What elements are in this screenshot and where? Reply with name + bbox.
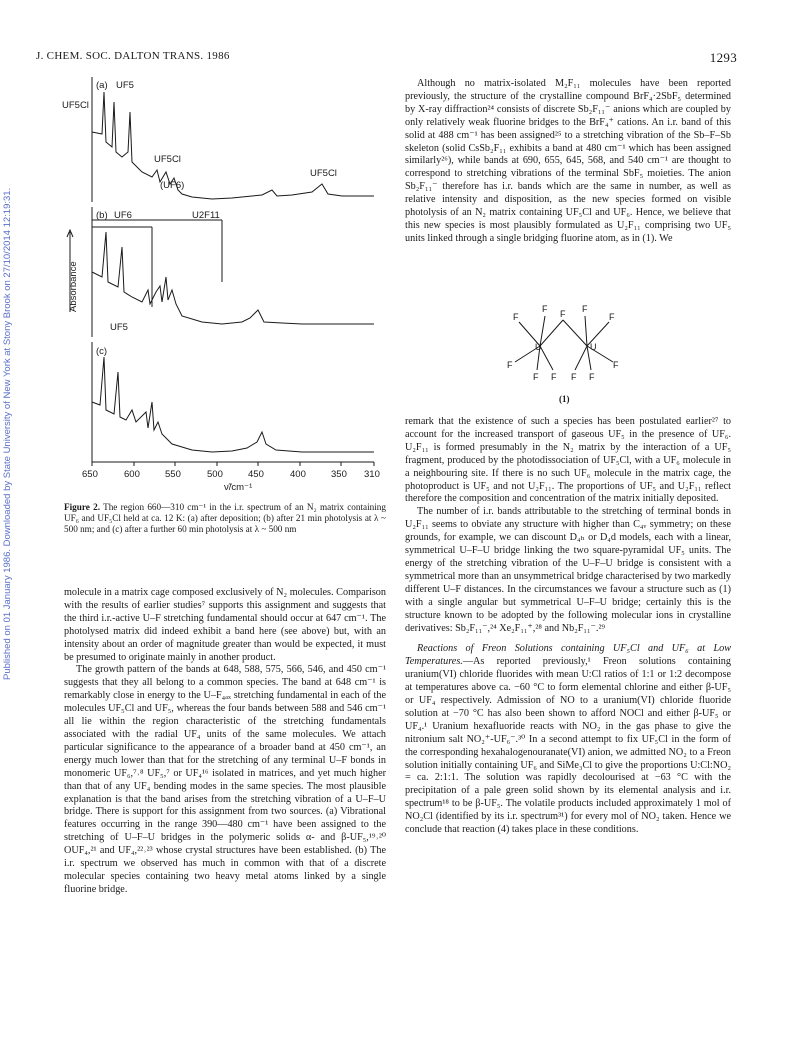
panel-label-b: (b) <box>96 210 108 221</box>
figure-caption <box>64 502 386 536</box>
atom-f: F <box>533 372 539 382</box>
annot-a-uf5: UF5 <box>116 80 134 91</box>
paragraph: remark that the existence of such a species has been postulated earlier²⁷ to account for the increased transport of gaseous UF₅ in the presence of UF₆. U₂F₁₁ is formed presumably in the N₂ matrix by the interaction of a UF₅ fragment, produced by the photodissociation of UF₅Cl, with a UF₆ molecule in a neighbouring site. If there is no such UF₆ molecule in the matrix cage, the photoproduct is UF₅ and not U₂F₁₁. The proportions of UF₅ and U₂F₁₁ reflect therefore the composition and concentration of the matrix initially deposited. <box>405 416 731 505</box>
annot-b-uf5: UF5 <box>110 322 128 333</box>
section-heading: Reactions of Freon Solutions containing UF₅Cl and UF₆ at Low Temperatures. <box>405 643 731 668</box>
right-column-bottom <box>405 416 731 837</box>
y-axis-label: Absorbance <box>68 261 79 312</box>
annot-b-u2f11: U2F11 <box>192 210 220 221</box>
paragraph: Although no matrix-isolated M₂F₁₁ molecules have been reported previously, the structure of the crystalline compound BrF₄·2SbF₅ determined by X-ray diffraction²⁴ consists of discrete Sb₂F₁₁⁻ anions which are coupled by only relatively weak fluorine bridges to the BrF₄⁺ cations. An i.r. band of this solid at 488 cm⁻¹ has been assigned²⁵ to a stretching vibration of the Sb–F–Sb skeleton (solid CsSb₂F₁₁ exhibits a band at 480 cm⁻¹ which has been assigned similarly²⁶), while bands at 690, 655, 645, 568, and 540 cm⁻¹ are thought to correspond to stretching vibrations of the terminal SbF₅ moieties. The anion Sb₂F₁₁⁻ therefore has i.r. bands which are the same in number, as well as relative intensity and disposition, as the new species formed on visible photolysis of an N₂ matrix containing UF₅Cl and UF₆. Hence, we believe that this new species is most plausibly formulated as U₂F₁₁ comprising two UF₅ units linked through a single bridging fluorine atom, as in (1). We <box>405 78 731 244</box>
journal-header: J. CHEM. SOC. DALTON TRANS. 1986 <box>36 50 230 62</box>
spectrum-c <box>92 357 374 452</box>
caption-text: The region 660—310 cm⁻¹ in the i.r. spectrum of an N₂ matrix containing UF₆ and UF₅Cl held at ca. 12 K: (a) after deposition; (b) after 21 min photolysis at λ ~ 500 nm; and (c) after a further 60 min photolysis at λ ~ 500 nm <box>64 502 386 535</box>
structure-label: (1) <box>559 394 570 404</box>
atom-f: F <box>507 360 513 370</box>
x-tick-650: 650 <box>82 469 98 480</box>
caption-label: Figure 2. <box>64 502 100 512</box>
x-tick-350: 350 <box>331 469 347 480</box>
atom-f: F <box>513 312 519 322</box>
spectrum-a <box>92 92 374 199</box>
x-tick-600: 600 <box>124 469 140 480</box>
x-tick-550: 550 <box>165 469 181 480</box>
x-tick-450: 450 <box>248 469 264 480</box>
annot-a-uf6: (UF6) <box>160 180 185 191</box>
x-axis-label: ν̃/cm⁻¹ <box>224 482 253 492</box>
atom-f: F <box>613 360 619 370</box>
section-text: —As reported previously,¹ Freon solutions containing uranium(VI) chloride fluorides with mean U:Cl ratios of 1:1 or 1:2 decompose at temperatures above ca. −60 °C to form elemental chlorine and either β-UF₅ or UF₄ respectively. Admission of NO to a uranium(VI) chloride fluoride solution at −70 °C has also been shown to afford NOCl and either β-UF₅ or UF₄.¹ Uranium hexafluoride reacts with NO₂ in the gas phase to give the nitronium salt NO₂⁺-UF₆⁻.³⁰ In a second attempt to fix UF₅Cl in the form of the corresponding hexahalogenouranate(VI) anion, we admitted NO₂ to a Freon solution initially containing UF₆ and SiMe₃Cl to give the proportions U:Cl:NO₂ = ca. 2:1:1. The solution was rapidly decolourised at −63 °C with the precipitation of a pale green solid shown by its elemental analysis and i.r. spectrum¹⁸ to be β-UF₅. The volatile products included approximately 1 mol of NO₂Cl (identified by its i.r. spectrum³¹) for every mol of NO₂ taken. Hence we conclude that reaction (4) takes place in these conditions. <box>405 656 731 836</box>
atom-f-bridge: F <box>560 309 566 319</box>
paragraph: The growth pattern of the bands at 648, 588, 575, 566, 546, and 450 cm⁻¹ suggests that they all belong to a common species. The band at 648 cm⁻¹ is remarkably close in energy to the U–F₄ₐₓ stretching fundamental in each of the molecules UF₅Cl and UF₅, whereas the four bands between 588 and 546 cm⁻¹ all lie within the region characteristic of the stretching fundamentals associated with the radial UF₄ units of the same molecules. We attach particular significance to the appearance of a broader band at 450 cm⁻¹, an energy much lower than that for the stretching of any terminal U–F bonds in monomeric UF₆,⁷˒⁸ UF₅,⁷ or UF₄¹⁶ isolated in matrices, and yet much higher than that of any UF₄ bending modes in the same species. The most plausible explanation is that the band arises from the stretching vibration of a U–F–U bridge. There is support for this assignment from two sources. (a) Vibrational features occurring in the range 390—480 cm⁻¹ have been assigned to the stretching of U–F–U bridges in the polymeric solids α- and β-UF₅,¹⁹˒²⁰ OUF₄,²¹ and UF₄,²²˒²³ whose crystal structures have been established. (b) The i.r. spectrum we observed has much in common with that of a discrete molecular species containing two heavy metal atoms linked by a single fluorine bridge. <box>64 664 386 895</box>
x-tick-500: 500 <box>207 469 223 480</box>
page-number: 1293 <box>709 50 737 65</box>
paragraph: The number of i.r. bands attributable to the stretching of terminal bonds in U₂F₁₁ seems to obviate any structure with higher than C₄ᵥ symmetry; on these grounds, for example, we can discount D₄ₕ or D₄d models, each with a linear, symmetrical U–F–U bridge linking the two square-pyramidal UF₅ units. The energy of the stretching vibration of the U–F–U bridge is consistent with a symmetrical more than an unsymmetrical bridge characterised by two markedly different U–F distances. In the circumstances we favour a structure such as (1) with a single angular but symmetrical U–F–U bridge; certainly this is the structure known to be adopted by the following molecular ions in crystalline derivatives: Sb₂F₁₁⁻,²⁴ Xe₂F₁₁⁺,²⁸ and Nb₂F₁₁⁻.²⁹ <box>405 506 731 634</box>
structure-diagram <box>505 298 625 408</box>
x-tick-400: 400 <box>290 469 306 480</box>
x-tick-310: 310 <box>364 469 380 480</box>
annot-b-uf6: UF6 <box>114 210 132 221</box>
annot-a-uf5cl-left: UF5Cl <box>62 100 89 111</box>
annot-a-uf5cl-right: UF5Cl <box>310 168 337 179</box>
atom-f: F <box>571 372 577 382</box>
atom-f: F <box>551 372 557 382</box>
download-watermark: Published on 01 January 1986. Downloaded by State University of New York at Stony Brook on 27/10/2014 12:19:31. <box>2 187 13 680</box>
atom-f: F <box>609 312 615 322</box>
atom-f: F <box>582 304 588 314</box>
atom-f: F <box>542 304 548 314</box>
right-column-top <box>405 78 731 246</box>
atom-u: U <box>535 342 542 352</box>
atom-u: U <box>590 342 597 352</box>
paragraph: molecule in a matrix cage composed exclusively of N₂ molecules. Comparison with the results of earlier studies⁷ supports this assignment and suggests that the third i.r.-active U–F stretching fundamental should occur at 647 cm⁻¹. The photolysed matrix did indeed exhibit a band here (see above) but, with an intensity about an order of magnitude greater than would be expected, it must be presumed to originate mainly in another product. <box>64 587 386 663</box>
panel-label-a: (a) <box>96 80 108 91</box>
atom-f: F <box>589 372 595 382</box>
annot-a-uf5cl-mid: UF5Cl <box>154 154 181 165</box>
section-paragraph <box>405 643 731 837</box>
panel-label-c: (c) <box>96 346 108 357</box>
ir-spectrum-figure <box>62 72 392 492</box>
left-column <box>64 587 386 897</box>
x-tick-marks <box>92 462 374 466</box>
spectrum-b <box>92 232 374 324</box>
